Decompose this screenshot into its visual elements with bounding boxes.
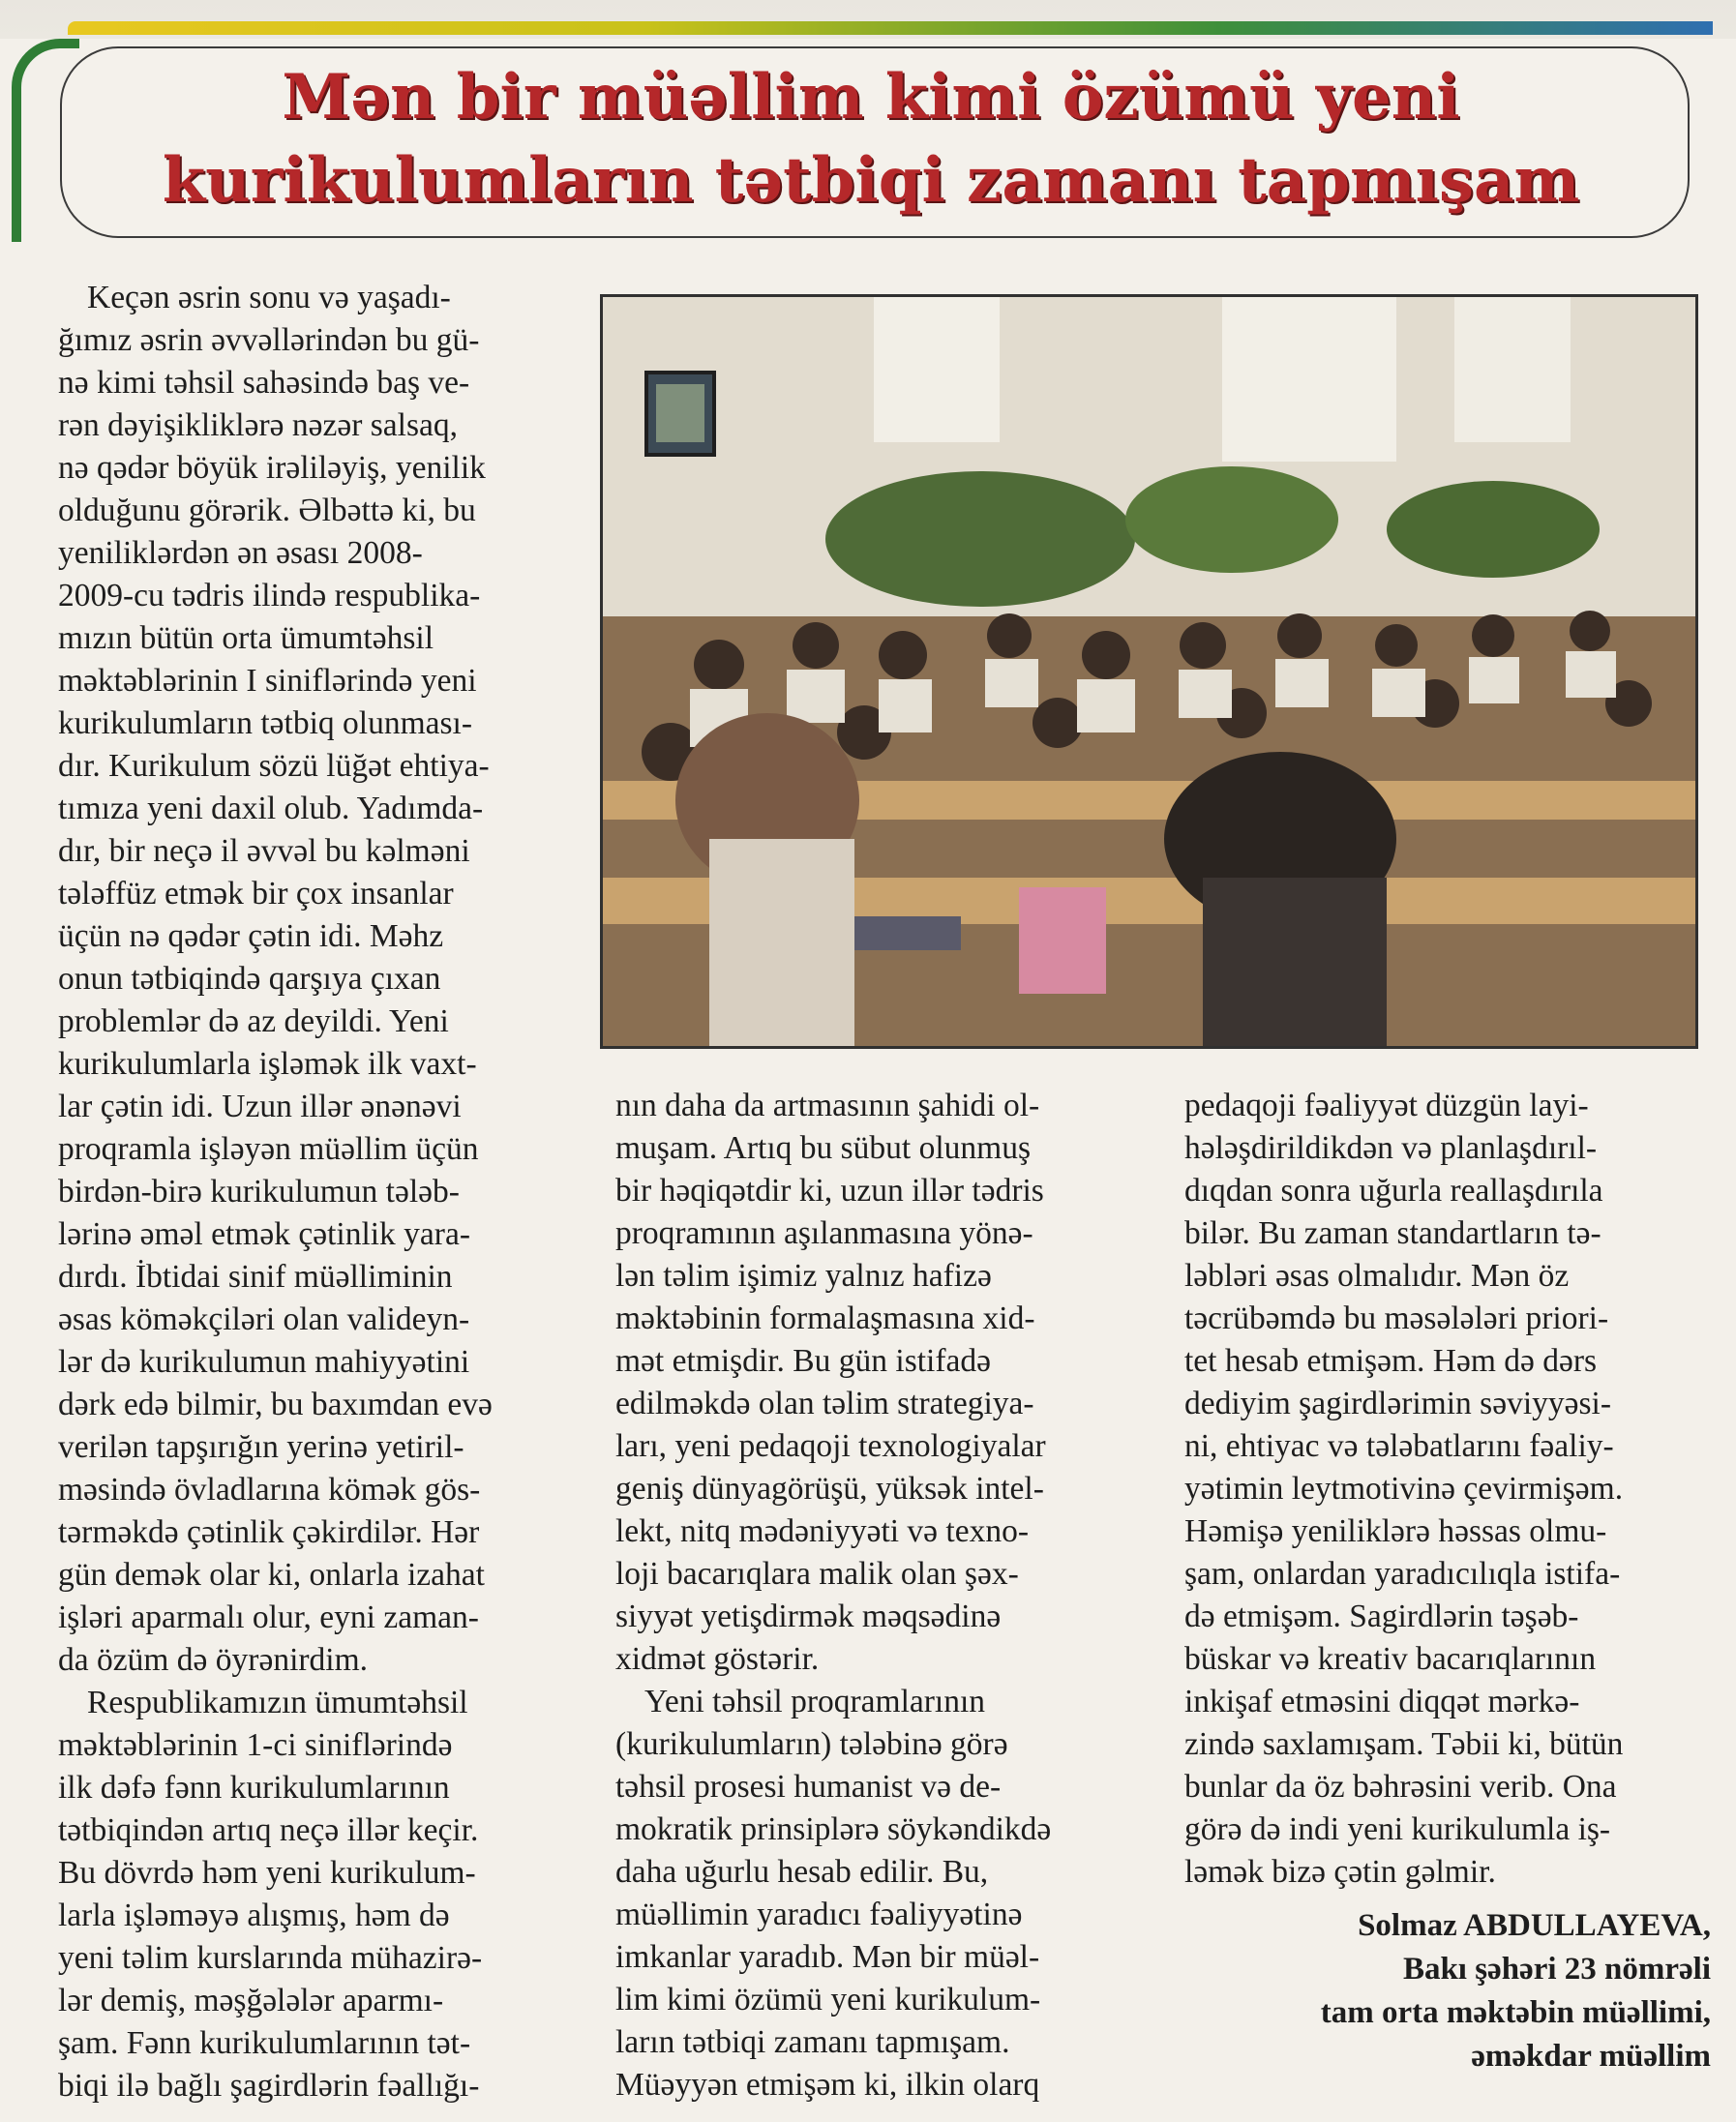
classroom-photo — [600, 294, 1698, 1049]
col3-paragraph-1: pedaqoji fəaliyyət düzgün layi- hələşdirildikdən və planlaşdırıl- dıqdan sonra uğurla reallaşdırıla bilər. Bu zaman standartların tə- ləbləri əsas olmalıdır. Mən öz təcrübəmdə bu məsələləri priori- tet hesab etmişəm. Həm də dərs dediyim şagirdlərimin səviyyəsi- ni, ehtiyac və tələbatlarını fəaliy- yətimin leytmotivinə çevirmişəm. Həmişə yeniliklərə həssas olmu- şam, onlardan yaradıcılıqla istifa- də etmişəm. Sagirdlərin təşəb- büskar və kreativ bacarıqlarının inkişaf etməsini diqqət mərkə- zində saxlamışam. Təbii ki, bütün bunlar da öz bəhrəsini verib. Ona görə də indi yeni kurikulumla iş- ləmək bizə çətin gəlmir. — [1184, 1088, 1624, 1890]
column-2 — [615, 1085, 1138, 2107]
col2-paragraph-1: nın daha da artmasının şahidi ol- muşam. Artıq bu sübut olunmuş bir həqiqətdir ki, uzun illər tədris proqramının aşılanmasına yönə- lən təlim işimiz yalnız hafizə məktəbinin formalaşmasına xid- mət etmişdir. Bu gün istifadə edilməkdə olan təlim strategiya- ları, yeni pedaqoji texnologiyalar geniş dünyagörüşü, yüksək intel- lekt, nitq mədəniyyəti və texno- loji bacarıqlara malik olan şəx- siyyət yetişdirmək məqsədinə xidmət göstərir. — [615, 1088, 1046, 1677]
author-signature — [1161, 1904, 1711, 2078]
article-title — [97, 56, 1645, 223]
col2-paragraph-2: Yeni təhsil proqramlarının (kurikulumların) tələbinə görə təhsil prosesi humanist və de- mokratik prinsiplərə söykəndikdə daha uğurlu hesab edilir. Bu, müəllimin yaradıcı fəaliyyətinə imkanlar yaradıb. Mən bir müəl- lim kimi özümü yeni kurikulum- ların tətbiqi zamanı tapmışam. Müəyyən etmişəm ki, ilkin olarq — [615, 1684, 1052, 2103]
header-color-stripe — [68, 21, 1713, 35]
classroom-illustration — [603, 297, 1695, 1046]
author-position: tam orta məktəbin müəllimi, — [1320, 1995, 1711, 2030]
author-title: əməkdar müəllim — [1471, 2039, 1711, 2074]
author-school: Bakı şəhəri 23 nömrəli — [1402, 1952, 1711, 1987]
title-line-1: Mən bir müəllim kimi özümü yeni — [282, 61, 1460, 134]
column-3 — [1184, 1085, 1707, 1894]
author-name: Solmaz ABDULLAYEVA, — [1358, 1908, 1711, 1943]
col1-paragraph-1: Keçən əsrin sonu və yaşadı- ğımız əsrin əvvəllərindən bu gü- nə kimi təhsil sahəsində baş ve- rən dəyişikliklərə nəzər salsaq, nə qədər böyük irəliləyiş, yenilik olduğunu görərik. Əlbəttə ki, bu yeniliklərdən ən əsası 2008- 2009-cu tədris ilində respublika- mızın bütün orta ümumtəhsil məktəblərinin I siniflərində yeni kurikulumların tətbiq olunması- dır. Kurikulum sözü lüğət ehtiya- tımıza yeni daxil olub. Yadımda- dır, bir neçə il əvvəl bu kəlməni tələffüz etmək bir çox insanlar üçün nə qədər çətin idi. Məhz onun tətbiqində qarşıya çıxan problemlər də az deyildi. Yeni kurikulumlarla işləmək ilk vaxt- lar çətin idi. Uzun illər ənənəvi proqramla işləyən müəllim üçün birdən-birə kurikulumun tələb- lərinə əməl etmək çətinlik yara- dırdı. İbtidai sinif müəlliminin əsas köməkçiləri olan valideyn- lər də kurikulumun mahiyyətini dərk edə bilmir, bu baxımdan evə verilən tapşırığın yerinə yetiril- məsində övladlarına kömək gös- tərməkdə çətinlik çəkirdilər. Hər gün demək olar ki, onlarla izahat işləri aparmalı olur, eyni zaman- da özüm də öyrənirdim. — [58, 280, 493, 1678]
title-line-2: kurikulumların tətbiqi zamanı tapmışam — [162, 144, 1580, 217]
column-1 — [58, 277, 588, 2107]
col1-paragraph-2: Respublikamızın ümumtəhsil məktəblərinin 1-ci siniflərində ilk dəfə fənn kurikulumlarının tətbiqindən artıq neçə illər keçir. Bu dövrdə həm yeni kurikulum- larla işləməyə alışmış, həm də yeni təlim kurslarında mühazirə- lər demiş, məşğələlər aparmı- şam. Fənn kurikulumlarının tət- biqi ilə bağlı şagirdlərin fəallığı- — [58, 1685, 483, 2104]
